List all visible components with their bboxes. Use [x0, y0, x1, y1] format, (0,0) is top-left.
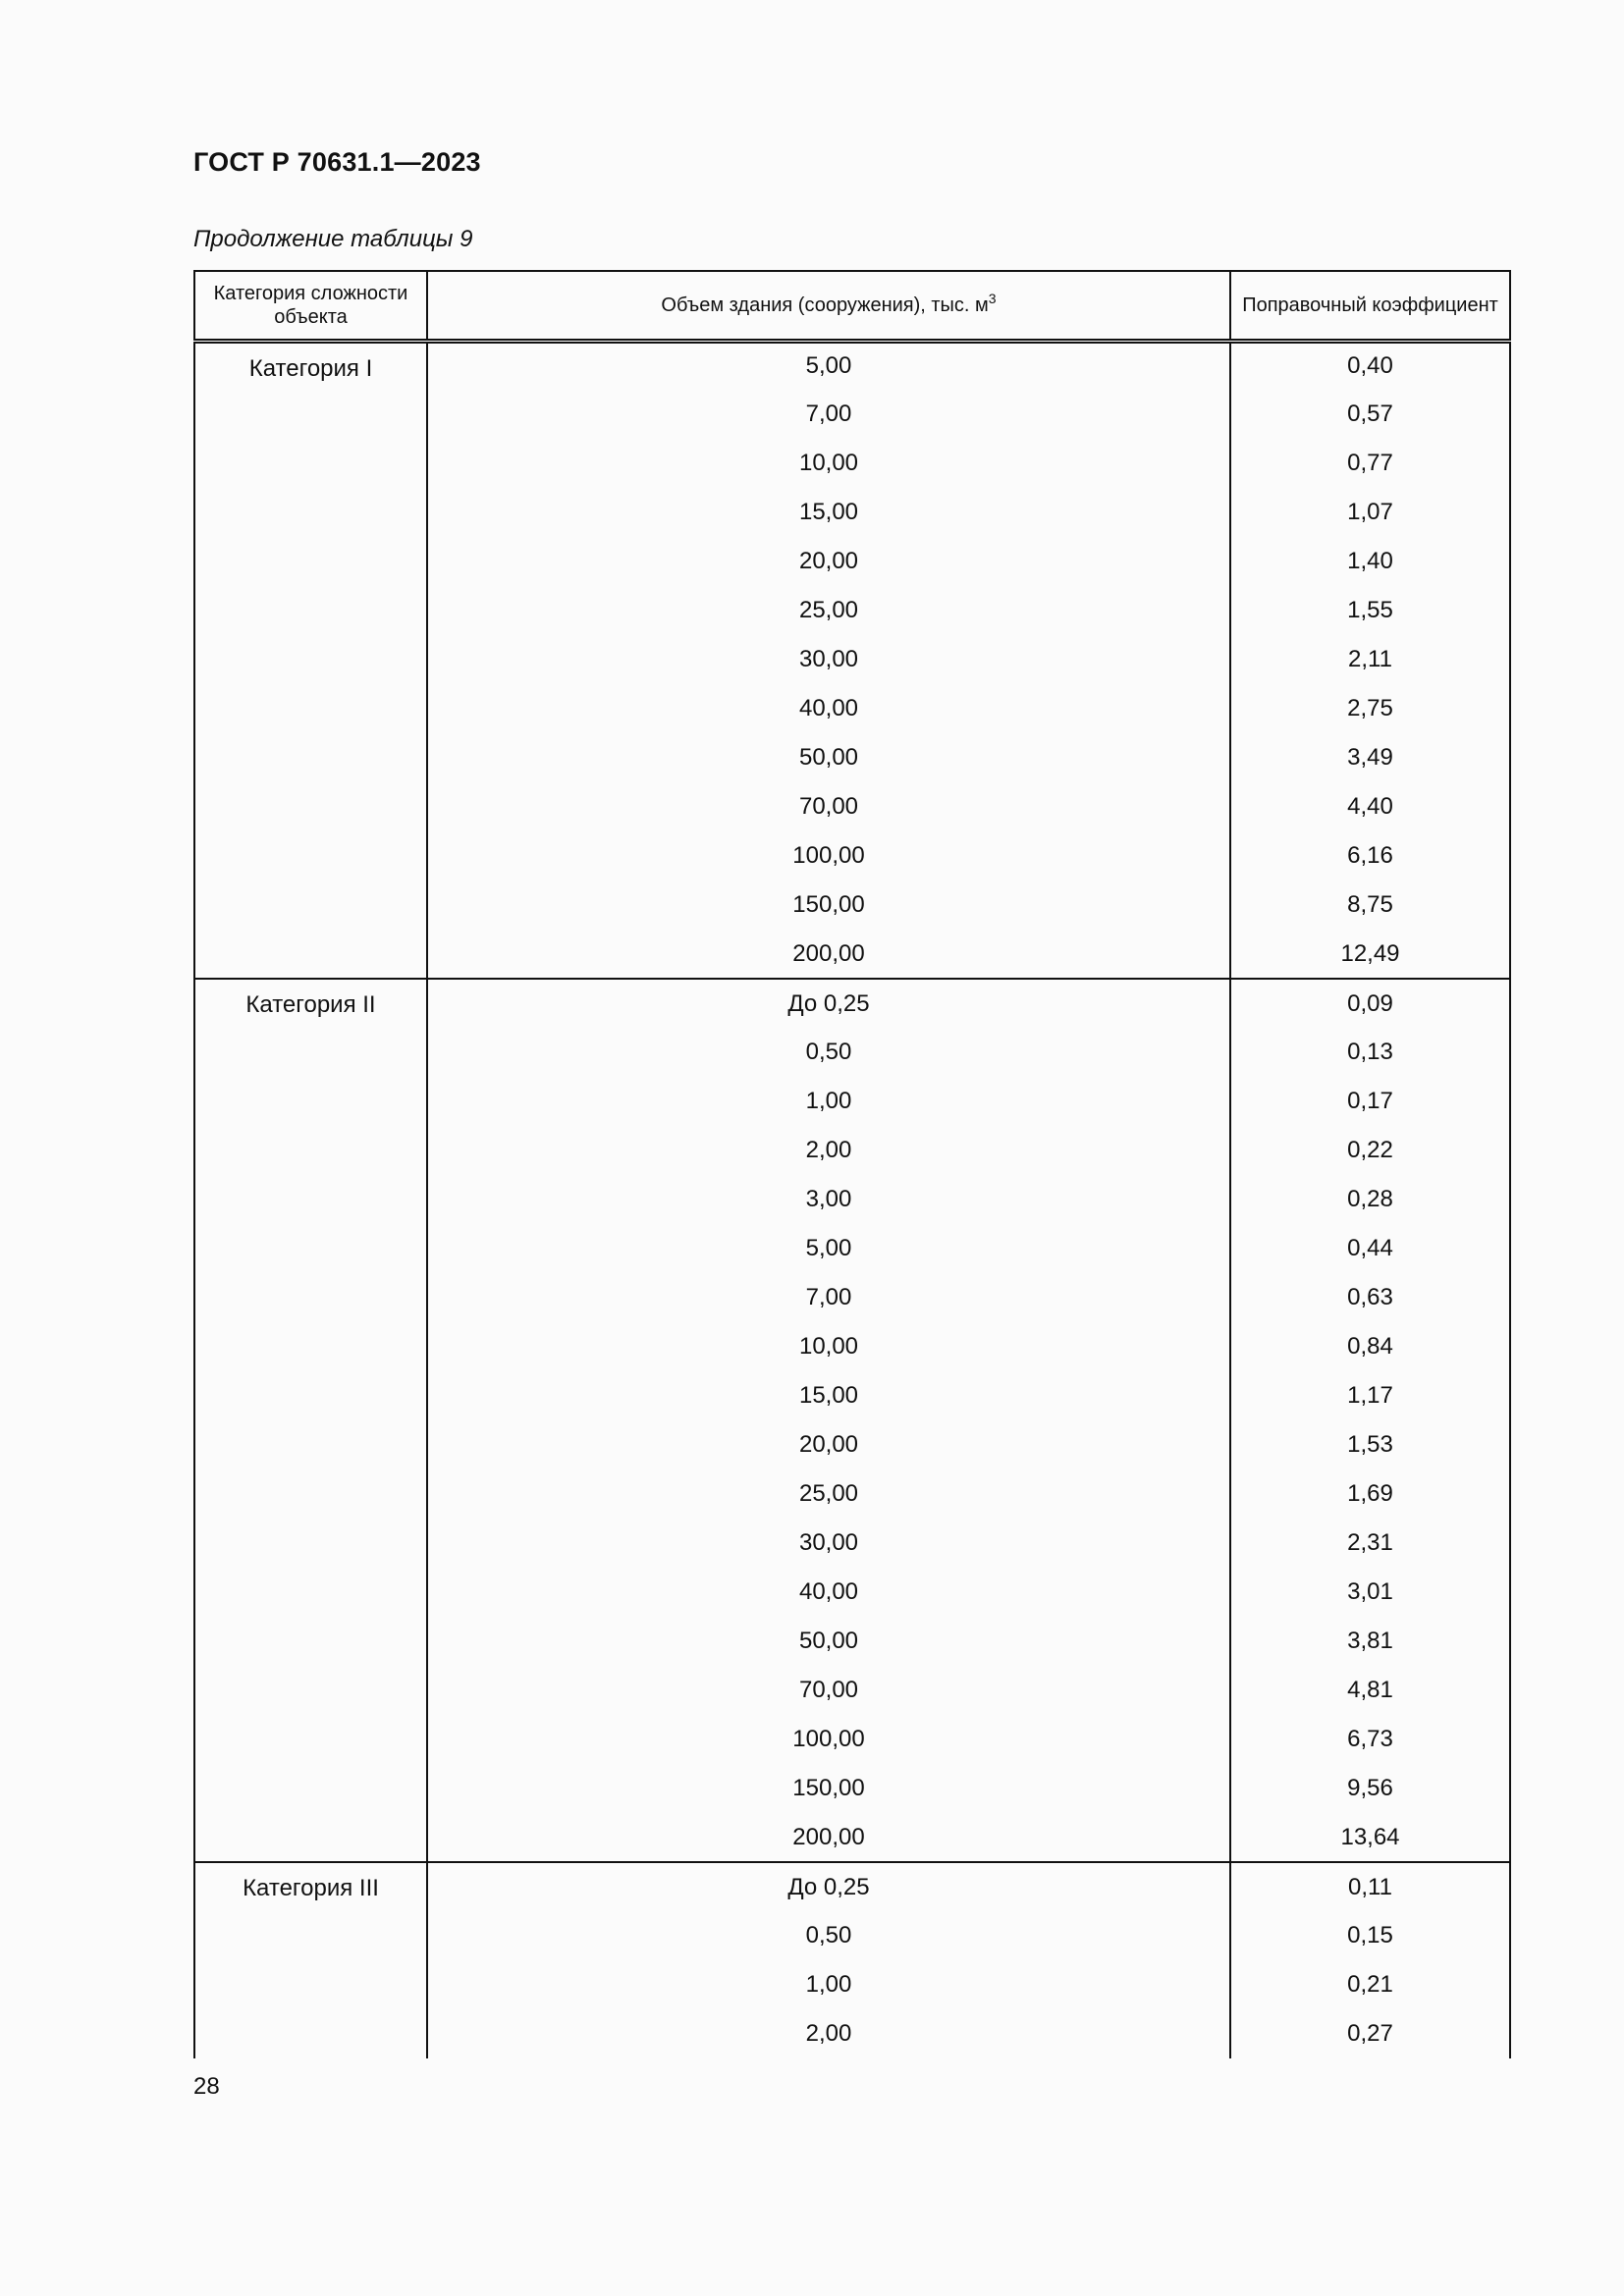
volume-cell: 1,00 — [427, 1960, 1230, 2009]
coefficient-cell: 3,81 — [1230, 1617, 1510, 1666]
volume-cell: 20,00 — [427, 537, 1230, 586]
coefficient-cell: 6,73 — [1230, 1715, 1510, 1764]
table-caption: Продолжение таблицы 9 — [193, 226, 473, 252]
volume-cell: 40,00 — [427, 1568, 1230, 1617]
coefficient-cell: 1,17 — [1230, 1371, 1510, 1420]
coefficient-cell: 4,40 — [1230, 782, 1510, 831]
coefficient-cell: 0,22 — [1230, 1126, 1510, 1175]
coefficient-table — [193, 270, 1511, 2058]
coefficient-cell: 0,57 — [1230, 390, 1510, 439]
volume-cell: 30,00 — [427, 635, 1230, 684]
coefficient-cell: 4,81 — [1230, 1666, 1510, 1715]
coefficient-cell: 2,31 — [1230, 1519, 1510, 1568]
coefficient-cell: 1,53 — [1230, 1420, 1510, 1469]
volume-cell: 0,50 — [427, 1911, 1230, 1960]
coefficient-cell: 9,56 — [1230, 1764, 1510, 1813]
volume-cell: 20,00 — [427, 1420, 1230, 1469]
table-row — [194, 1862, 1510, 1911]
column-header-coefficient: Поправочный коэффициент — [1230, 271, 1510, 341]
volume-cell: 7,00 — [427, 1273, 1230, 1322]
volume-cell: 150,00 — [427, 881, 1230, 930]
coefficient-cell: 1,40 — [1230, 537, 1510, 586]
volume-cell: 50,00 — [427, 733, 1230, 782]
volume-cell: 200,00 — [427, 1813, 1230, 1862]
volume-cell: 0,50 — [427, 1028, 1230, 1077]
coefficient-cell: 13,64 — [1230, 1813, 1510, 1862]
coefficient-cell: 0,44 — [1230, 1224, 1510, 1273]
coefficient-cell: 2,75 — [1230, 684, 1510, 733]
coefficient-cell: 0,13 — [1230, 1028, 1510, 1077]
volume-cell: 15,00 — [427, 488, 1230, 537]
coefficient-cell: 0,28 — [1230, 1175, 1510, 1224]
coefficient-cell: 0,09 — [1230, 979, 1510, 1028]
volume-cell: 30,00 — [427, 1519, 1230, 1568]
volume-cell: 150,00 — [427, 1764, 1230, 1813]
volume-cell: 7,00 — [427, 390, 1230, 439]
volume-cell: 3,00 — [427, 1175, 1230, 1224]
volume-cell: 100,00 — [427, 1715, 1230, 1764]
coefficient-cell: 6,16 — [1230, 831, 1510, 881]
coefficient-cell: 3,01 — [1230, 1568, 1510, 1617]
volume-cell: 15,00 — [427, 1371, 1230, 1420]
coefficient-cell: 3,49 — [1230, 733, 1510, 782]
volume-cell: 1,00 — [427, 1077, 1230, 1126]
volume-cell: 25,00 — [427, 586, 1230, 635]
volume-cell: 10,00 — [427, 439, 1230, 488]
coefficient-cell: 0,77 — [1230, 439, 1510, 488]
volume-cell: 70,00 — [427, 1666, 1230, 1715]
table-body — [194, 341, 1510, 2058]
document-code: ГОСТ Р 70631.1—2023 — [193, 147, 481, 177]
volume-cell: 40,00 — [427, 684, 1230, 733]
column-header-category: Категория сложности объекта — [194, 271, 427, 341]
volume-cell: 2,00 — [427, 1126, 1230, 1175]
column-header-volume-text: Объем здания (сооружения), тыс. м — [661, 294, 989, 316]
coefficient-cell: 8,75 — [1230, 881, 1510, 930]
coefficient-cell: 0,27 — [1230, 2009, 1510, 2058]
page-number: 28 — [193, 2073, 220, 2100]
coefficient-cell: 0,84 — [1230, 1322, 1510, 1371]
coefficient-cell: 0,21 — [1230, 1960, 1510, 2009]
coefficient-cell: 0,63 — [1230, 1273, 1510, 1322]
coefficient-cell: 2,11 — [1230, 635, 1510, 684]
volume-cell: 200,00 — [427, 930, 1230, 979]
category-cell: Категория II — [194, 979, 427, 1862]
coefficient-cell: 0,40 — [1230, 341, 1510, 390]
volume-cell: До 0,25 — [427, 979, 1230, 1028]
volume-cell: 2,00 — [427, 2009, 1230, 2058]
table-row — [194, 979, 1510, 1028]
volume-cell: 5,00 — [427, 341, 1230, 390]
column-header-volume — [427, 271, 1230, 341]
volume-cell: 70,00 — [427, 782, 1230, 831]
volume-cell: 50,00 — [427, 1617, 1230, 1666]
category-cell: Категория III — [194, 1862, 427, 2058]
coefficient-cell: 12,49 — [1230, 930, 1510, 979]
column-header-volume-sup: 3 — [988, 290, 997, 306]
table-row — [194, 341, 1510, 390]
coefficient-cell: 1,69 — [1230, 1469, 1510, 1519]
volume-cell: 100,00 — [427, 831, 1230, 881]
coefficient-cell: 0,17 — [1230, 1077, 1510, 1126]
volume-cell: До 0,25 — [427, 1862, 1230, 1911]
coefficient-cell: 0,11 — [1230, 1862, 1510, 1911]
table-header-row — [194, 271, 1510, 341]
coefficient-cell: 1,55 — [1230, 586, 1510, 635]
volume-cell: 5,00 — [427, 1224, 1230, 1273]
volume-cell: 10,00 — [427, 1322, 1230, 1371]
volume-cell: 25,00 — [427, 1469, 1230, 1519]
coefficient-cell: 0,15 — [1230, 1911, 1510, 1960]
category-cell: Категория I — [194, 341, 427, 979]
coefficient-cell: 1,07 — [1230, 488, 1510, 537]
